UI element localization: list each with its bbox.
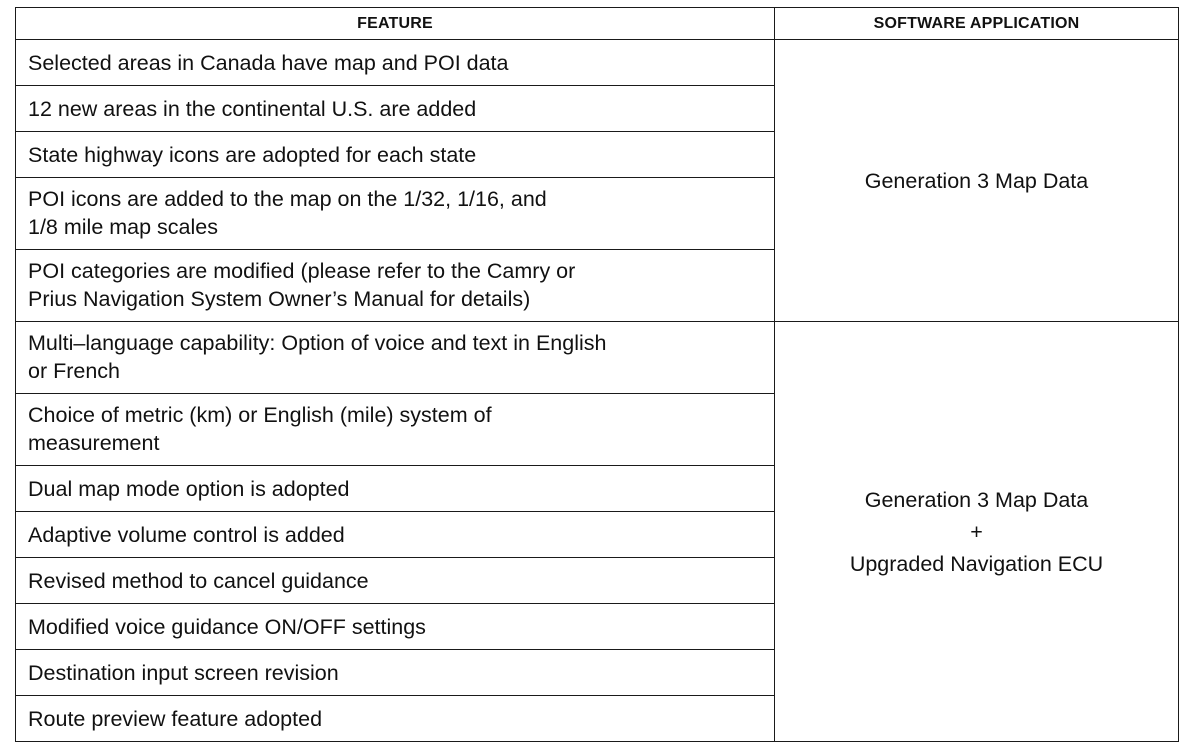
feature-cell: Choice of metric (km) or English (mile) system of measurement (16, 394, 775, 466)
feature-cell: POI categories are modified (please refer to the Camry or Prius Navigation System Owner’s Manual for details) (16, 250, 775, 322)
feature-cell: Destination input screen revision (16, 650, 775, 696)
software-application-line: Upgraded Navigation ECU (849, 551, 1104, 576)
feature-cell: Adaptive volume control is added (16, 512, 775, 558)
software-application-line: Generation 3 Map Data (864, 168, 1089, 193)
feature-cell: State highway icons are adopted for each state (16, 132, 775, 178)
header-feature: FEATURE (16, 8, 775, 40)
feature-table (15, 7, 1179, 742)
feature-cell: Modified voice guidance ON/OFF settings (16, 604, 775, 650)
software-application-cell (775, 40, 1179, 322)
software-application-line: + (970, 519, 983, 544)
feature-cell: Dual map mode option is adopted (16, 466, 775, 512)
feature-cell: POI icons are added to the map on the 1/32, 1/16, and 1/8 mile map scales (16, 178, 775, 250)
feature-cell: Multi–language capability: Option of voice and text in English or French (16, 322, 775, 394)
feature-cell: 12 new areas in the continental U.S. are added (16, 86, 775, 132)
header-software-application: SOFTWARE APPLICATION (775, 8, 1179, 40)
feature-cell: Route preview feature adopted (16, 696, 775, 742)
header-row (16, 8, 1179, 40)
software-application-line: Generation 3 Map Data (864, 487, 1089, 512)
table-row (16, 322, 1179, 394)
feature-cell: Revised method to cancel guidance (16, 558, 775, 604)
feature-cell: Selected areas in Canada have map and POI data (16, 40, 775, 86)
table-body (16, 40, 1179, 742)
table-row (16, 40, 1179, 86)
software-application-cell (775, 322, 1179, 742)
